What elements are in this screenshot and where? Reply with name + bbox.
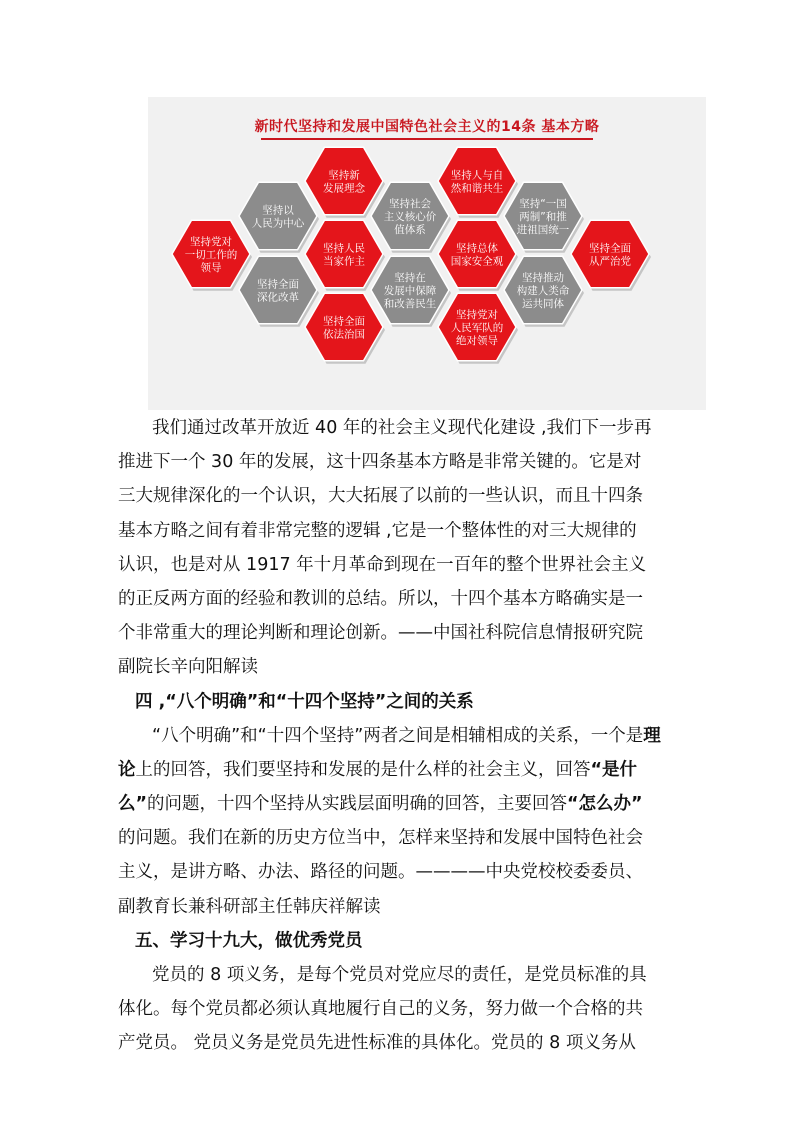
hexagon-label: 坚持“一国	[519, 198, 567, 210]
section-heading-4: 四 ,“八个明确”和“十四个坚持”之间的关系	[135, 691, 474, 712]
text-line: 副教育长兼科研部主任韩庆祥解读	[118, 896, 381, 917]
hexagon-6	[305, 293, 385, 364]
hexagon-13	[504, 256, 584, 327]
hexagon-label: 人民军队的	[450, 322, 504, 334]
hexagon-label: 发展理念	[323, 182, 365, 195]
hexagon-label: 坚持党对	[190, 236, 232, 248]
hexagon-label: 领导	[200, 262, 222, 274]
hexagon-label: 绝对领导	[456, 335, 498, 347]
hexagon-5	[305, 220, 385, 291]
hexagon-label: 和改善民生	[383, 298, 437, 310]
text-line: 的正反两方面的经验和教训的总结。所以，十四个基本方略确实是一	[118, 588, 643, 609]
text-line: 个非常重大的理论判断和理论创新。——中国社科院信息情报研究院	[118, 623, 643, 644]
hexagon-label: 坚持全面	[323, 315, 365, 328]
hexagon-label: 坚持新	[328, 169, 360, 182]
hexagon-label: 坚持人与自	[450, 169, 504, 182]
text-line: 我们通过改革开放近 40 年的社会主义现代化建设 ,我们下一步再	[152, 418, 652, 438]
hexagon-10	[438, 220, 518, 291]
text-line: “八个明确”和“十四个坚持”两者之间是相辅相成的关系，一个是理	[152, 725, 661, 746]
hexagon-12	[504, 182, 584, 253]
hexagon-label: 运共同体	[522, 298, 564, 310]
text-line: 党员的 8 项义务，是每个党员对党应尽的责任，是党员标准的具	[152, 965, 647, 985]
hexagon-label: 坚持人民	[323, 242, 365, 255]
hexagon-7	[371, 182, 451, 253]
text-line: 体化。每个党员都必须认真地履行自己的义务，努力做一个合格的共	[118, 999, 643, 1020]
text-line: 产党员。 党员义务是党员先进性标准的具体化。党员的 8 项义务从	[118, 1033, 636, 1054]
hexagon-9	[438, 147, 518, 218]
hexagon-label: 坚持在	[394, 272, 426, 284]
hexagon-2	[239, 182, 319, 253]
hexagon-11	[438, 293, 518, 364]
text-line: 三大规律深化的一个认识，大大拓展了以前的一些认识，而且十四条	[118, 486, 643, 507]
hexagon-3	[239, 256, 319, 327]
hexagon-label: 坚持社会	[389, 198, 431, 210]
hexagon-label: 两制”和推	[519, 211, 567, 223]
figure-title: 新时代坚持和发展中国特色社会主义的14条 基本方略	[254, 119, 600, 135]
hexagon-label: 发展中保障	[383, 285, 437, 297]
hexagon-label: 然和谐共生	[450, 182, 504, 195]
hexagon-label: 进祖国统一	[516, 224, 570, 236]
hexagon-4	[305, 147, 385, 218]
strategy-figure	[148, 97, 706, 410]
hexagon-label: 从严治党	[589, 255, 631, 268]
hexagon-label: 主义核心价	[383, 211, 437, 223]
hexagon-8	[371, 256, 451, 327]
text-line: 认识，也是对从 1917 年十月革命到现在一百年的整个世界社会主义	[118, 554, 647, 575]
hexagon-14	[571, 220, 651, 291]
text-line: 么”的问题，十四个坚持从实践层面明确的回答，主要回答“怎么办”	[118, 794, 643, 815]
hexagon-label: 值体系	[394, 224, 426, 236]
section-heading-5: 五、学习十九大，做优秀党员	[135, 930, 363, 951]
hexagon-diagram	[148, 97, 706, 410]
paragraph-1	[118, 411, 684, 1061]
hexagon-label: 深化改革	[257, 291, 299, 304]
text-line: 推进下一个 30 年的发展，这十四条基本方略是非常关键的。它是对	[118, 452, 642, 473]
hexagon-1	[172, 220, 252, 291]
hexagon-label: 坚持总体	[456, 242, 498, 255]
text-line: 的问题。我们在新的历史方位当中，怎样来坚持和发展中国特色社会	[118, 828, 643, 849]
hexagon-label: 构建人类命	[516, 285, 570, 297]
hexagon-label: 国家安全观	[450, 255, 504, 268]
hexagon-label: 人民为中心	[251, 217, 305, 230]
hexagon-label: 依法治国	[323, 328, 365, 341]
text-line: 基本方略之间有着非常完整的逻辑 ,它是一个整体性的对三大规律的	[118, 520, 637, 541]
hexagon-label: 坚持党对	[456, 309, 498, 321]
hexagon-label: 一切工作的	[184, 249, 238, 261]
hexagon-label: 当家作主	[323, 255, 365, 268]
hexagon-label: 坚持推动	[522, 272, 564, 284]
hexagon-label: 坚持全面	[257, 278, 299, 291]
hexagon-label: 坚持全面	[589, 242, 631, 255]
text-line: 主义，是讲方略、办法、路径的问题。————中央党校校委委员、	[118, 862, 643, 883]
hexagon-label: 坚持以	[262, 204, 294, 217]
text-line: 副院长辛向阳解读	[118, 657, 258, 678]
text-line: 论上的回答，我们要坚持和发展的是什么样的社会主义，回答“是什	[118, 759, 638, 780]
